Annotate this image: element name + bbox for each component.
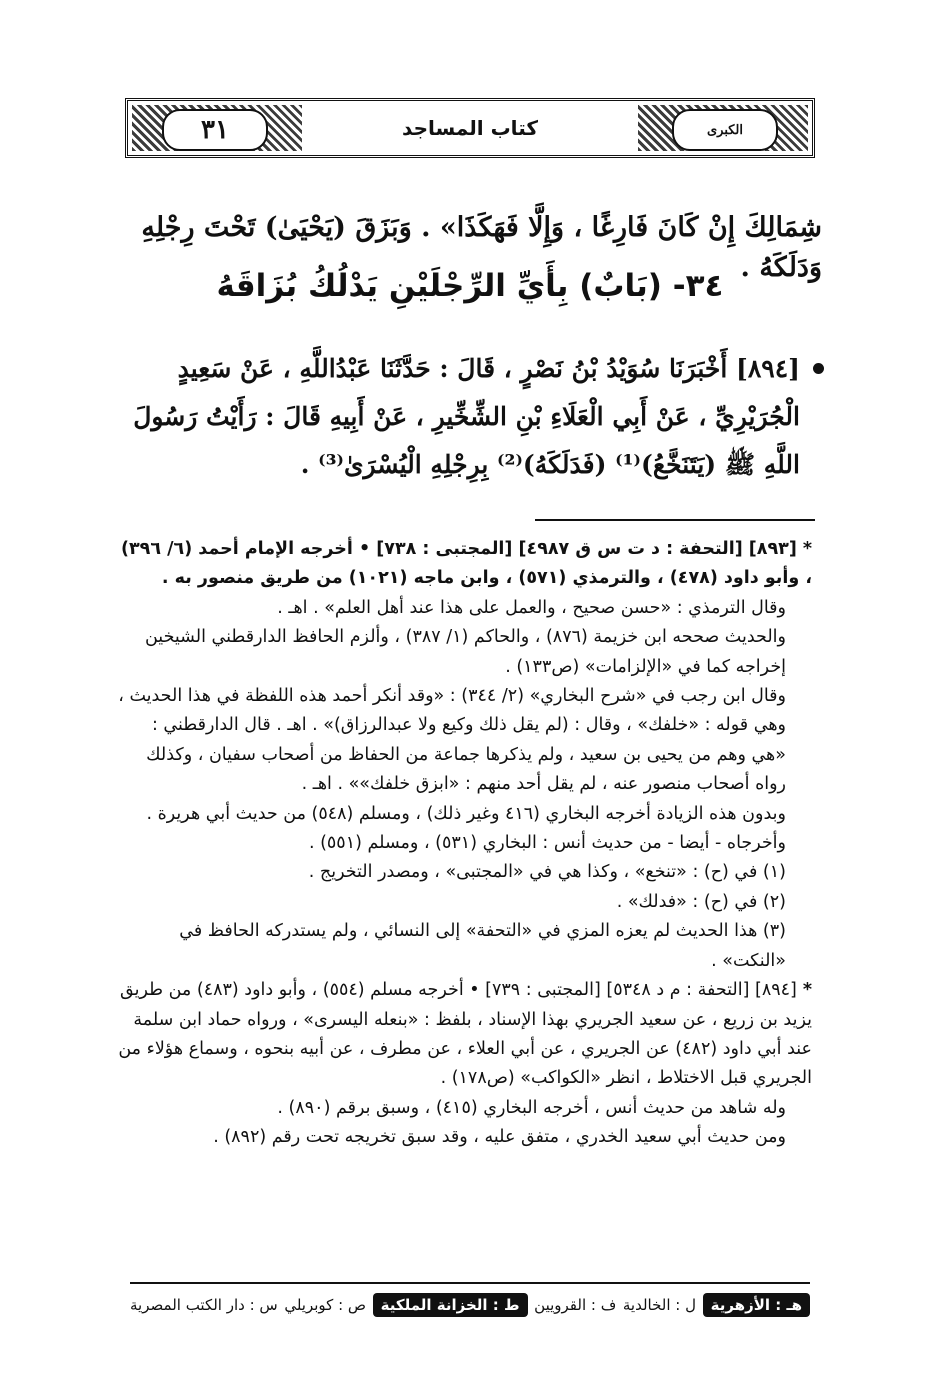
footnote-2: (٢) في (ح) : «فدلك» . (616, 891, 786, 912)
key-ha: هـ : الأزهرية (703, 1293, 810, 1317)
manuscript-key (130, 1290, 810, 1320)
footnote-1: (١) في (ح) : «تنخع» ، وكذا هي في «المجتبى» ، ومصدر التخريج . (308, 862, 786, 883)
note-ibn-rajab: وقال ابن رجب في «شرح البخاري» (٢/ ٣٤٤) : «وقد أنكر أحمد هذه اللفظة في هذا الحديث ، وهي قوله : «خلفك» ، وقال : (لم يقل ذلك وكيع ولا عبدالرزاق)» . اهـ . قال الدارقطني : «هي وهم من يحيى بن سعيد ، ولم يذكرها جماعة من الحفاظ من أصحاب سفيان ، وكذلك رواه أصحاب منصور عنه ، لم يقل أحد منهم : «ابزق خلفك»» . اهـ . (118, 686, 786, 795)
hadith-text (118, 345, 800, 489)
key-lam: ل : الخالدية (622, 1296, 697, 1314)
hadith-number: [٨٩٤] (736, 354, 800, 383)
book-logo: الكبرى (672, 109, 778, 151)
key-sad: ص : كوبريلي (284, 1296, 367, 1314)
note-abu-said: ومن حديث أبي سعيد الخدري ، متفق عليه ، وقد سبق تخريجه تحت رقم (٨٩٢) . (213, 1127, 786, 1148)
footnote-3: (٣) هذا الحديث لم يعزه المزي في «التحفة» إلى النسائي ، ولم يستدركه الحافظ في «النكت» . (179, 921, 786, 971)
continuation-text: شِمَالِكَ إِنْ كَانَ فَارِغًا ، وَإِلَّا فَهَكَذَا» . وَبَزَقَ (يَحْيَىٰ) تَحْتَ رِجْلِهِ وَدَلَكَهُ . (141, 212, 822, 283)
footnotes (118, 535, 812, 1153)
note-takhrij-894: *[٨٩٤] [التحفة : م د ٥٣٤٨] [المجتبى : ٧٣٩] • أخرجه مسلم (٥٥٤) ، وأبو داود (٤٨٣) من طريق يزيد بن زريع ، عن سعيد الجريري بهذا الإسناد ، بلفظ : «بنعله اليسرى» ، ورواه حماد ابن سلمة عند أبي داود (٤٨٢) عن الجريري ، عن أبي العلاء ، عن مطرف ، عن أبيه بنحوه ، وسماع هؤلاء من الجريري قبل الاختلاط ، انظر «الكواكب» (ص١٧٨) . (118, 980, 812, 1089)
star-icon: * (802, 980, 812, 1001)
bullet-icon (813, 363, 824, 374)
key-s: س : دار الكتب المصرية (130, 1296, 278, 1314)
key-ta: ط : الخزانة الملكية (373, 1293, 528, 1317)
note-takhrij-893: *[٨٩٣] [التحفة : د ت س ق ٤٩٨٧] [المجتبى : ٧٣٨] • أخرجه الإمام أحمد (٦/ ٣٩٦) ، وأبو داود (٤٧٨) ، والترمذي (٥٧١) ، وابن ماجه (١٠٢١) من طريق منصور به . (120, 539, 812, 589)
note-shahid-anas: وله شاهد من حديث أنس ، أخرجه البخاري (٤١٥) ، وسبق برقم (٨٩٠) . (277, 1097, 786, 1118)
footer-divider (130, 1282, 810, 1284)
chapter-title: كتاب المساجد (320, 107, 620, 149)
footnote-divider (535, 519, 815, 521)
note-without-addition: وبدون هذه الزيادة أخرجه البخاري (٤١٦ وغير ذلك) ، ومسلم (٥٤٨) من حديث أبي هريرة . وأخرجاه - أيضا - من حديث أنس : البخاري (٥٣١) ، ومسلم (٥٥١) . (146, 803, 786, 854)
note-tirmidhi: وقال الترمذي : «حسن صحيح ، والعمل على هذا عند أهل العلم» . اهـ . (277, 597, 786, 618)
page-number: ٣١ (162, 109, 268, 151)
bab-heading: ٣٤- (بَابٌ) بِأَيِّ الرِّجْلَيْنِ يَدْلُكُ بُزَاقَهُ (216, 268, 724, 304)
star-icon: * (802, 539, 812, 559)
page-header (125, 98, 815, 158)
key-fa: ف : القرويين (534, 1296, 617, 1314)
note-sahih: والحديث صححه ابن خزيمة (٨٧٦) ، والحاكم (١/ ٣٨٧) ، وألزم الحافظ الدارقطني الشيخين إخراجه كما في «الإلزامات» (ص١٣٣) . (144, 627, 786, 677)
hadith-body: أَخْبَرَنَا سُوَيْدُ بْنُ نَصْرٍ ، قَالَ : حَدَّثَنَا عَبْدُاللَّهِ ، عَنْ سَعِيدٍ الْجُرَيْرِيِّ ، عَنْ أَبِي الْعَلَاءِ بْنِ الشِّخِّيرِ ، عَنْ أَبِيهِ قَالَ : رَأَيْتُ رَسُولَ اللَّهِ ﷺ (يَتَنَخَّعُ)⁽¹⁾ (فَدَلَكَهُ)⁽²⁾ بِرِجْلِهِ الْيُسْرَىٰ⁽³⁾ . (133, 354, 800, 479)
